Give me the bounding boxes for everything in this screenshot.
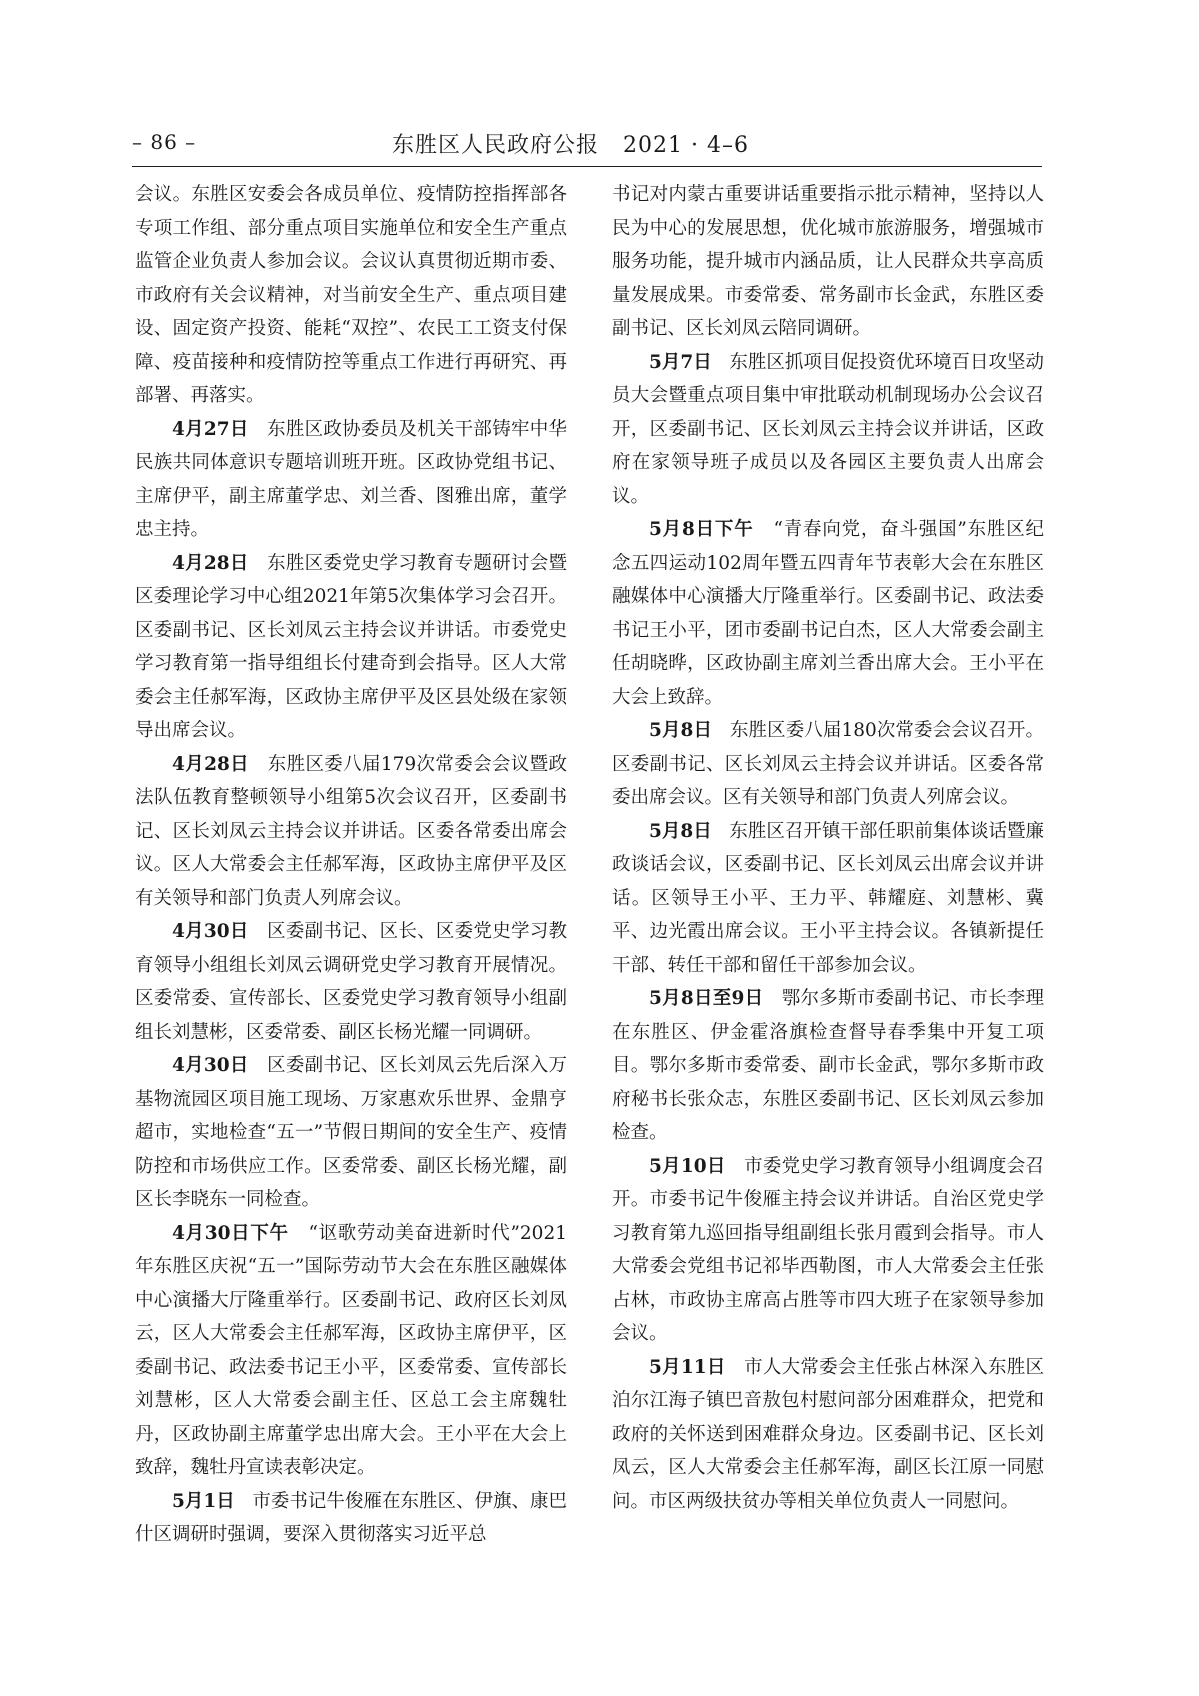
entry-text: 市委党史学习教育领导小组调度会召开。市委书记牛俊雁主持会议并讲话。自治区党史学习教育第九巡回指导组副组长张月霞到会指导。市人大常委会党组书记祁毕西勒图，市人大常委会主任张占林，市政协主席高占胜等市四大班子在家领导参加会议。 <box>612 1155 1044 1344</box>
entry-text: 区委副书记、区长刘凤云先后深入万基物流园区项目施工现场、万家惠欢乐世界、金鼎亨超市，实地检查“五一”节假日期间的安全生产、疫情防控和市场供应工作。区委常委、副区长杨光耀，副区长李晓东一同检查。 <box>135 1055 567 1210</box>
entry-text: 东胜区召开镇干部任职前集体谈话暨廉政谈话会议，区委副书记、区长刘凤云出席会议并讲话。区领导王小平、王力平、韩耀庭、刘慧彬、冀平、边光霞出席会议。王小平主持会议。各镇新提任干部、转任干部和留任干部参加会议。 <box>612 820 1044 976</box>
right-column <box>612 178 1044 1658</box>
entry-text: 鄂尔多斯市委副书记、市长李理在东胜区、伊金霍洛旗检查督导春季集中开复工项目。鄂尔多斯市委常委、副市长金武，鄂尔多斯市政府秘书长张众志，东胜区委副书记、区长刘凤云参加检查。 <box>612 988 1044 1143</box>
entry-text: 会议。东胜区安委会各成员单位、疫情防控指挥部各专项工作组、部分重点项目实施单位和安全生产重点监管企业负责人参加会议。会议认真贯彻近期市委、市政府有关会议精神，对当前安全生产、重点项目建设、固定资产投资、能耗“双控”、农民工工资支付保障、疫苗接种和疫情防控等重点工作进行再研究、再部署、再落实。 <box>135 184 567 406</box>
entry <box>135 1485 567 1552</box>
entry <box>135 547 567 748</box>
entry-date: 4月30日 <box>172 1055 249 1076</box>
entry-date: 5月8日至9日 <box>649 988 764 1009</box>
entry <box>135 748 567 916</box>
entry-date: 5月8日 <box>649 820 712 842</box>
entry-date: 4月30日 <box>172 921 249 942</box>
entry-date: 5月8日 <box>649 720 713 741</box>
issue-label: 2021 · 4–6 <box>623 133 749 158</box>
entry-text: 市人大常委会主任张占林深入东胜区泊尔江海子镇巴音敖包村慰问部分困难群众，把党和政府的关怀送到困难群众身边。区委副书记、区长刘凤云，区人大常委会主任郝军海，副区长江原一同慰问。市区两级扶贫办等相关单位负责人一同慰问。 <box>612 1356 1044 1512</box>
entry <box>135 1049 567 1217</box>
entry-date: 4月27日 <box>172 418 249 440</box>
entry-date: 5月10日 <box>649 1155 726 1177</box>
entry <box>612 178 1044 346</box>
publication-name: 东胜区人民政府公报 <box>392 133 600 158</box>
entry <box>612 1351 1044 1519</box>
entry <box>135 915 567 1049</box>
entry-date: 5月1日 <box>172 1490 235 1512</box>
entry-date: 4月28日 <box>172 753 250 775</box>
entry <box>135 178 567 413</box>
publication-title <box>392 128 749 159</box>
entry-text: 东胜区委八届180次常委会会议召开。区委副书记、区长刘凤云主持会议并讲话。区委各常委出席会议。区有关领导和部门负责人列席会议。 <box>612 720 1044 808</box>
entry <box>612 714 1044 815</box>
entry-text: 东胜区委八届179次常委会会议暨政法队伍教育整顿领导小组第5次会议召开，区委副书记、区长刘凤云主持会议并讲话。区委各常委出席会议。区人大常委会主任郝军海，区政协主席伊平及区有关领导和部门负责人列席会议。 <box>135 753 567 909</box>
entry <box>612 982 1044 1150</box>
entry-text: 东胜区政协委员及机关干部铸牢中华民族共同体意识专题培训班开班。区政协党组书记、主席伊平，副主席董学忠、刘兰香、图雅出席，董学忠主持。 <box>135 418 567 540</box>
entry <box>135 413 567 547</box>
entry-text: 东胜区抓项目促投资优环境百日攻坚动员大会暨重点项目集中审批联动机制现场办公会议召开，区委副书记、区长刘凤云主持会议并讲话，区政府在家领导班子成员以及各园区主要负责人出席会议。 <box>612 351 1044 507</box>
entry-date: 4月28日 <box>172 552 249 574</box>
entry-date: 5月11日 <box>649 1356 726 1378</box>
entry <box>612 346 1044 514</box>
entry-text: “讴歌劳动美奋进新时代”2021年东胜区庆祝“五一”国际劳动节大会在东胜区融媒体中心演播大厅隆重举行。区委副书记、政府区长刘凤云，区人大常委会主任郝军海，区政协主席伊平，区委副书记、政法委书记王小平，区委常委、宣传部长刘慧彬，区人大常委会副主任、区总工会主席魏牡丹，区政协副主席董学忠出席大会。王小平在大会上致辞，魏牡丹宣读表彰决定。 <box>135 1222 567 1478</box>
entry-text: 东胜区委党史学习教育专题研讨会暨区委理论学习中心组2021年第5次集体学习会召开。区委副书记、区长刘凤云主持会议并讲话。市委党史学习教育第一指导组组长付建奇到会指导。区人大常委会主任郝军海，区政协主席伊平及区县处级在家领导出席会议。 <box>135 552 567 741</box>
entry <box>612 815 1044 983</box>
page-number: – 86 – <box>132 130 197 154</box>
left-column <box>135 178 567 1658</box>
entry-date: 5月7日 <box>649 351 712 373</box>
entry-date: 5月8日下午 <box>649 519 754 540</box>
entry <box>135 1217 567 1485</box>
entry-text: “青春向党，奋斗强国”东胜区纪念五四运动102周年暨五四青年节表彰大会在东胜区融媒体中心演播大厅隆重举行。区委副书记、政法委书记王小平，团市委副书记白杰，区人大常委会副主任胡晓晔，区政协副主席刘兰香出席大会。王小平在大会上致辞。 <box>612 519 1044 708</box>
entry-text: 区委副书记、区长、区委党史学习教育领导小组组长刘凤云调研党史学习教育开展情况。区委常委、宣传部长、区委党史学习教育领导小组副组长刘慧彬，区委常委、副区长杨光耀一同调研。 <box>135 921 567 1043</box>
entry-text: 书记对内蒙古重要讲话重要指示批示精神，坚持以人民为中心的发展思想，优化城市旅游服务，增强城市服务功能，提升城市内涵品质，让人民群众共享高质量发展成果。市委常委、常务副市长金武，东胜区委副书记、区长刘凤云陪同调研。 <box>612 184 1044 339</box>
entry-date: 4月30日下午 <box>172 1222 289 1244</box>
entry <box>612 1150 1044 1351</box>
entry <box>612 513 1044 714</box>
page-header <box>132 128 1042 164</box>
header-rule <box>132 166 1042 167</box>
entry-text: 市委书记牛俊雁在东胜区、伊旗、康巴什区调研时强调，要深入贯彻落实习近平总 <box>135 1490 567 1545</box>
